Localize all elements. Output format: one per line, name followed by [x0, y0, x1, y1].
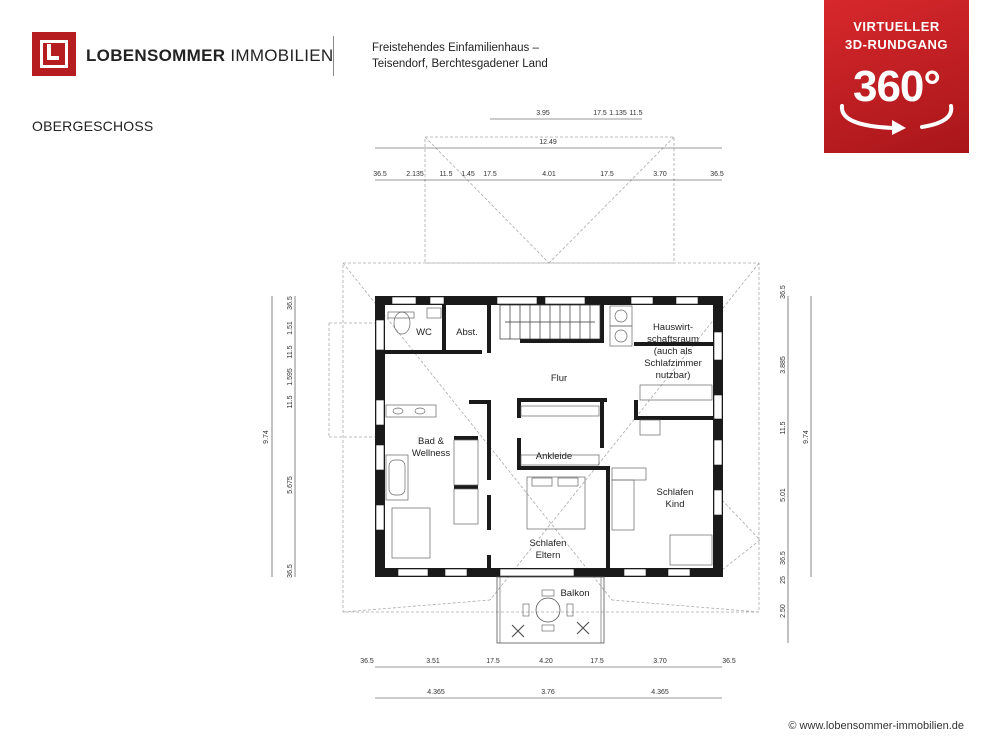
room-wc: WC	[416, 327, 432, 338]
svg-text:4.365: 4.365	[651, 689, 669, 696]
svg-text:4.365: 4.365	[427, 689, 445, 696]
svg-text:17.5: 17.5	[486, 658, 500, 665]
room-hw-2: schaftsraum	[647, 334, 699, 345]
copyright-footer[interactable]: © www.lobensommer-immobilien.de	[788, 720, 964, 732]
svg-text:11.5: 11.5	[629, 110, 643, 117]
svg-text:36.5: 36.5	[287, 296, 294, 310]
svg-text:36.5: 36.5	[373, 171, 387, 178]
room-kind-1: Schlafen	[656, 487, 694, 498]
svg-text:1.135: 1.135	[609, 110, 627, 117]
dimension-labels	[360, 110, 736, 696]
svg-text:3.51: 3.51	[426, 658, 440, 665]
svg-text:17.5: 17.5	[600, 171, 614, 178]
room-flur: Flur	[550, 373, 568, 384]
svg-text:9.74: 9.74	[803, 430, 810, 444]
svg-text:3.885: 3.885	[780, 356, 787, 374]
svg-text:1.595: 1.595	[287, 368, 294, 386]
svg-text:9.74: 9.74	[263, 430, 270, 444]
room-bad-2: Wellness	[411, 448, 451, 459]
room-hw-1: Hauswirt-	[652, 322, 694, 333]
svg-text:2.50: 2.50	[780, 604, 787, 618]
svg-text:4.20: 4.20	[539, 658, 553, 665]
badge-line1: VIRTUELLER	[853, 19, 940, 34]
svg-text:1.51: 1.51	[287, 321, 294, 335]
room-hw-4: Schlafzimmer	[644, 358, 702, 369]
room-kind-2: Kind	[665, 499, 685, 510]
svg-text:36.5: 36.5	[287, 564, 294, 578]
svg-text:11.5: 11.5	[287, 345, 294, 359]
room-abst: Abst.	[456, 327, 478, 338]
room-ankleide: Ankleide	[535, 451, 573, 462]
svg-text:36.5: 36.5	[722, 658, 736, 665]
room-hw-5: nutzbar)	[655, 370, 691, 381]
badge-line2: 3D-RUNDGANG	[845, 37, 948, 52]
svg-text:3.70: 3.70	[653, 658, 667, 665]
svg-text:11.5: 11.5	[439, 171, 453, 178]
svg-text:11.5: 11.5	[780, 421, 787, 435]
room-eltern-2: Eltern	[535, 550, 561, 561]
svg-text:36.5: 36.5	[710, 171, 724, 178]
room-hw-3: (auch als	[653, 346, 693, 357]
svg-text:11.5: 11.5	[287, 395, 294, 409]
staircase	[500, 305, 600, 339]
company-name: LOBENSOMMER IMMOBILIEN	[86, 46, 334, 65]
svg-text:36.5: 36.5	[360, 658, 374, 665]
listing-location: Teisendorf, Berchtesgadener Land	[372, 58, 548, 70]
balcony	[497, 577, 604, 643]
svg-text:12.49: 12.49	[539, 139, 557, 146]
svg-text:3.70: 3.70	[653, 171, 667, 178]
dimension-lines	[272, 119, 811, 698]
svg-text:17.5: 17.5	[483, 171, 497, 178]
svg-text:17.5: 17.5	[593, 110, 607, 117]
svg-text:3.76: 3.76	[541, 689, 555, 696]
svg-text:17.5: 17.5	[590, 658, 604, 665]
svg-text:4.01: 4.01	[542, 171, 556, 178]
room-bad-1: Bad &	[418, 436, 444, 447]
svg-text:5.01: 5.01	[780, 488, 787, 502]
svg-text:2.135: 2.135	[406, 171, 424, 178]
svg-text:5.675: 5.675	[287, 476, 294, 494]
floor-label: OBERGESCHOSS	[32, 118, 154, 134]
room-balkon: Balkon	[560, 588, 590, 599]
svg-text:36.5: 36.5	[780, 551, 787, 565]
badge-360: 360°	[852, 62, 940, 111]
svg-text:1.45: 1.45	[461, 171, 475, 178]
svg-text:3.95: 3.95	[536, 110, 550, 117]
room-eltern-1: Schlafen	[529, 538, 567, 549]
listing-title: Freistehendes Einfamilienhaus –	[372, 42, 539, 54]
svg-text:25: 25	[780, 576, 787, 584]
svg-text:36.5: 36.5	[780, 285, 787, 299]
